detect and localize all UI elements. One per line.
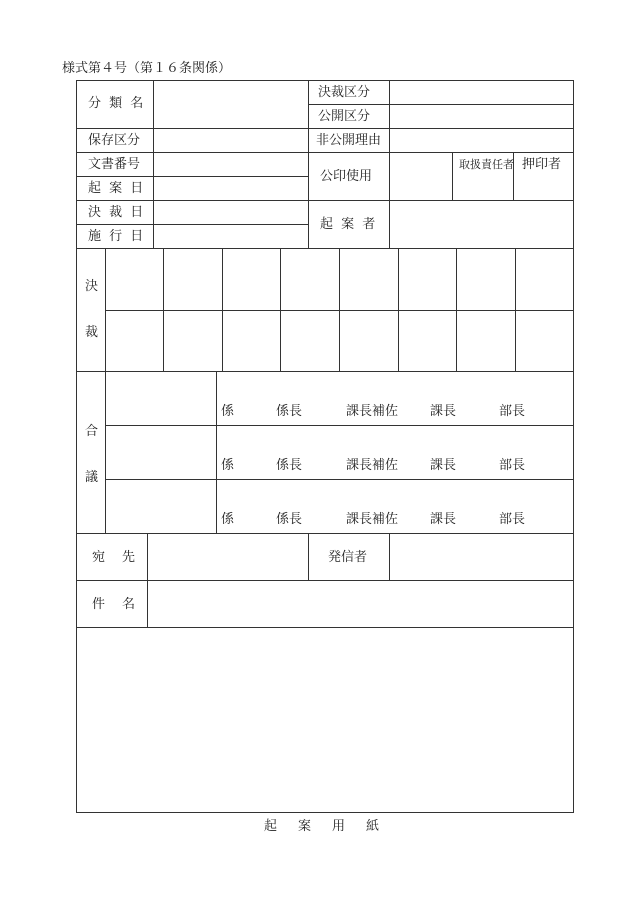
kian-bi-label: 起 案 日 bbox=[88, 181, 146, 196]
gougi-label-2: 議 bbox=[85, 470, 99, 485]
role-bucho: 部長 bbox=[499, 404, 526, 419]
kiansha-label: 起 案 者 bbox=[320, 217, 378, 232]
hasshinsha-label: 発信者 bbox=[328, 550, 368, 565]
role-bucho: 部長 bbox=[499, 458, 526, 473]
kessai-label-2: 裁 bbox=[85, 325, 99, 340]
role-kacho: 課長 bbox=[430, 404, 457, 419]
hozon-kubun-label: 保存区分 bbox=[88, 133, 141, 148]
role-kakaricho: 係長 bbox=[276, 404, 303, 419]
kessai-label-1: 決 bbox=[85, 279, 99, 294]
role-kakari: 係 bbox=[221, 512, 235, 527]
role-bucho: 部長 bbox=[499, 512, 526, 527]
koin-shiyo-label: 公印使用 bbox=[320, 169, 373, 184]
role-kakari: 係 bbox=[221, 404, 235, 419]
bunrui-label: 分 類 名 bbox=[88, 96, 146, 111]
bunsho-bango-label: 文書番号 bbox=[88, 157, 141, 172]
gougi-label-1: 合 bbox=[85, 424, 99, 439]
oinsha-label: 押印者 bbox=[522, 157, 562, 172]
role-kacho: 課長 bbox=[430, 512, 457, 527]
body-text-area[interactable] bbox=[77, 628, 573, 812]
role-kacho: 課長 bbox=[430, 458, 457, 473]
role-kakaricho: 係長 bbox=[276, 458, 303, 473]
shiko-bi-label: 施 行 日 bbox=[88, 229, 146, 244]
hikokai-riyu-label: 非公開理由 bbox=[316, 133, 382, 148]
form-footer-title: 起 案 用 紙 bbox=[264, 819, 384, 834]
role-kakaricho: 係長 bbox=[276, 512, 303, 527]
form-number-title: 様式第４号（第１６条関係） bbox=[62, 61, 232, 76]
kokai-kubun-label: 公開区分 bbox=[318, 109, 371, 124]
role-kacho-hosa: 課長補佐 bbox=[346, 404, 399, 419]
atesaki-label: 宛 先 bbox=[92, 550, 138, 565]
toriatsukai-sekininsha-label: 取扱責任者 bbox=[459, 158, 514, 171]
kessai-kubun-label: 決裁区分 bbox=[318, 85, 371, 100]
role-kakari: 係 bbox=[221, 458, 235, 473]
role-kacho-hosa: 課長補佐 bbox=[346, 512, 399, 527]
role-kacho-hosa: 課長補佐 bbox=[346, 458, 399, 473]
kessai-bi-label: 決 裁 日 bbox=[88, 205, 146, 220]
kenmei-label: 件 名 bbox=[92, 597, 138, 612]
